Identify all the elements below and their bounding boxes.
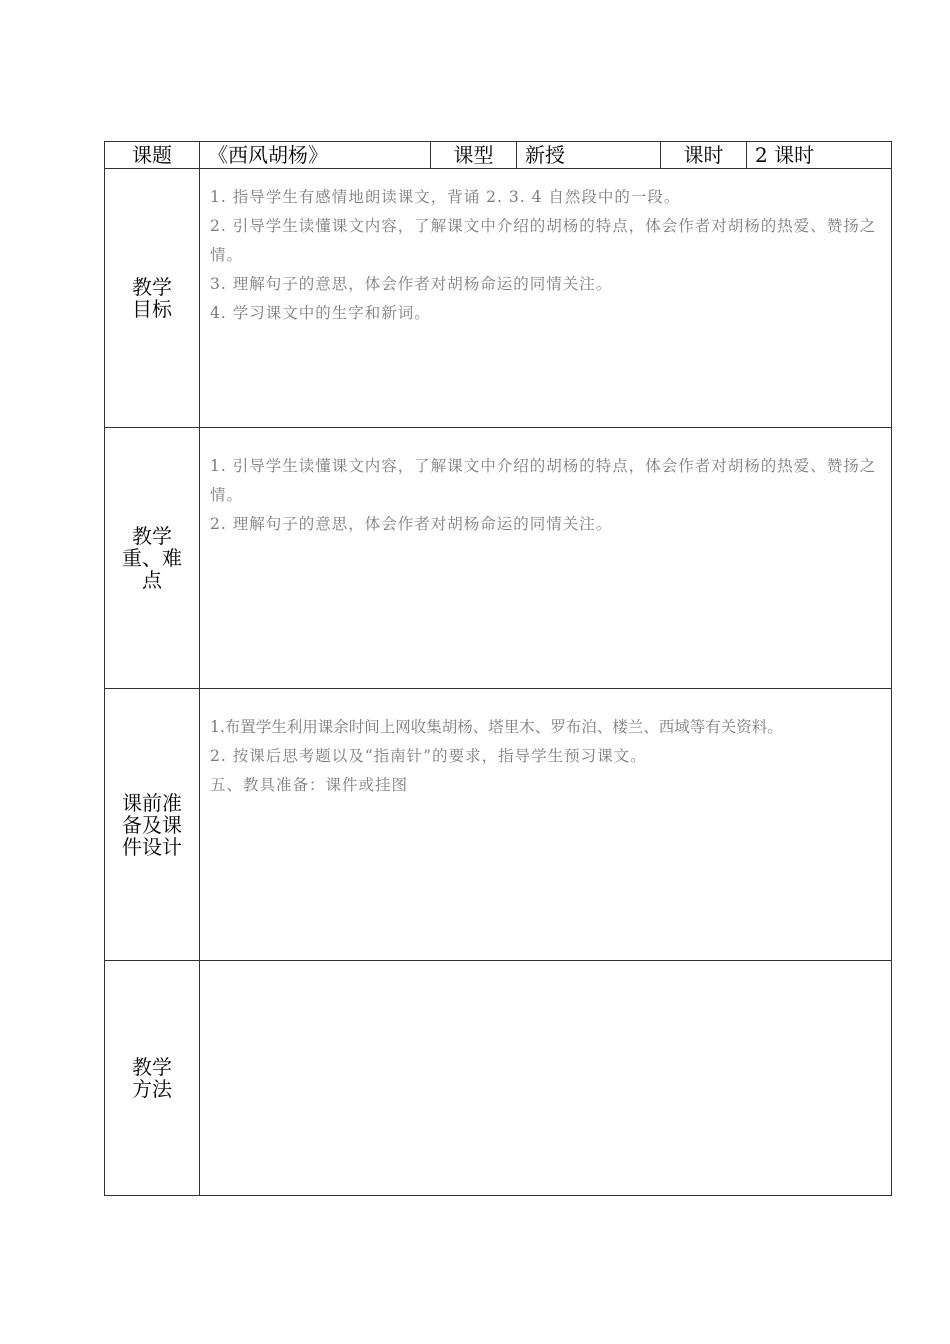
goal-item: 1. 指导学生有感情地朗读课文，背诵 2. 3. 4 自然段中的一段。 xyxy=(210,188,681,206)
class-hours-label: 课时 xyxy=(661,142,747,169)
key-point-item: 2. 理解句子的意思，体会作者对胡杨命运的同情关注。 xyxy=(210,515,613,533)
preparation-item: 1.布置学生利用课余时间上网收集胡杨、塔里木、罗布泊、楼兰、西域等有关资料。 xyxy=(210,718,783,736)
goal-item: 2. 引导学生读懂课文内容，了解课文中介绍的胡杨的特点，体会作者对胡杨的热爱、赞扬之情。 xyxy=(210,217,877,264)
topic-value: 《西风胡杨》 xyxy=(200,142,431,169)
preparation-row xyxy=(105,689,892,961)
lesson-type-label: 课型 xyxy=(431,142,517,169)
goal-item: 4. 学习课文中的生字和新词。 xyxy=(210,304,431,322)
key-points-row xyxy=(105,428,892,689)
goal-item: 3. 理解句子的意思，体会作者对胡杨命运的同情关注。 xyxy=(210,275,613,293)
preparation-content xyxy=(200,689,892,961)
teaching-method-row xyxy=(105,961,892,1196)
key-points-content xyxy=(200,428,892,689)
key-points-label: 教学 重、难 点 xyxy=(105,428,200,689)
teaching-method-content xyxy=(200,961,892,1196)
class-hours-value: 2 课时 xyxy=(747,142,892,169)
preparation-label: 课前准 备及课 件设计 xyxy=(105,689,200,961)
teaching-goals-row xyxy=(105,169,892,428)
teaching-goals-content xyxy=(200,169,892,428)
teaching-goals-label: 教学 目标 xyxy=(105,169,200,428)
topic-label: 课题 xyxy=(105,142,200,169)
lesson-type-value: 新授 xyxy=(517,142,661,169)
preparation-item: 五、教具准备：课件或挂图 xyxy=(210,776,409,794)
preparation-item: 2. 按课后思考题以及“指南针”的要求，指导学生预习课文。 xyxy=(210,747,647,765)
header-row xyxy=(105,142,892,169)
key-point-item: 1. 引导学生读懂课文内容，了解课文中介绍的胡杨的特点，体会作者对胡杨的热爱、赞扬之情。 xyxy=(210,457,877,504)
lesson-plan-table xyxy=(104,141,892,1196)
teaching-method-label: 教学 方法 xyxy=(105,961,200,1196)
